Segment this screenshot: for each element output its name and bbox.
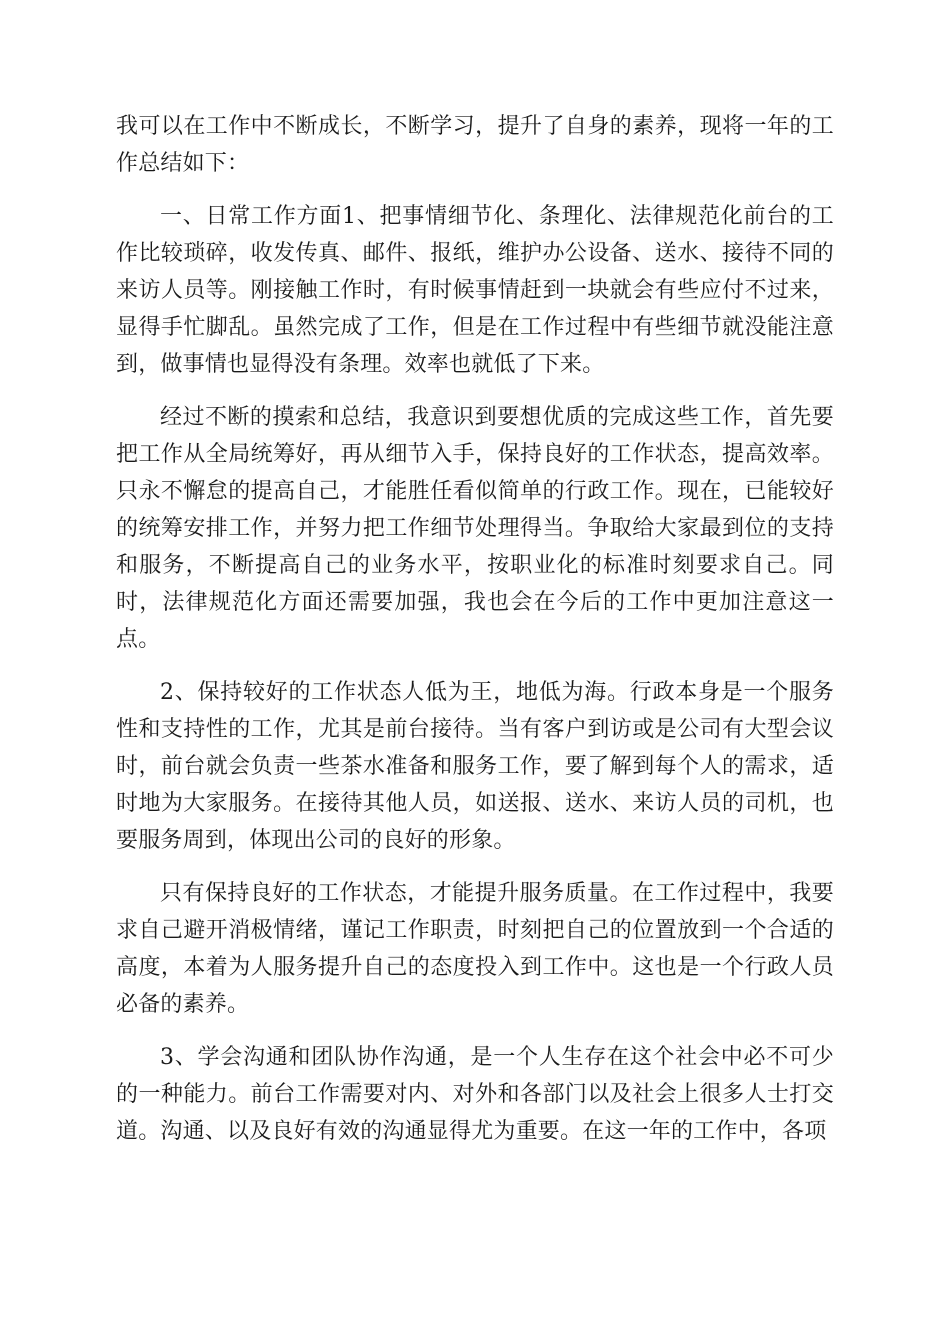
paragraph-work-state: 2、保持较好的工作状态人低为王，地低为海。行政本身是一个服务性和支持性的工作，尤其是前台接待。当有客户到访或是公司有大型会议时，前台就会负责一些茶水准备和服务工作，要了解到每个人的需求，适时地为大家服务。在接待其他人员，如送报、送水、来访人员的司机，也要服务周到，体现出公司的良好的形象。 (116, 680, 834, 853)
paragraph-intro: 我可以在工作中不断成长，不断学习，提升了自身的素养，现将一年的工作总结如下： (116, 114, 834, 176)
paragraph-summary-reflection: 经过不断的摸索和总结，我意识到要想优质的完成这些工作，首先要把工作从全局统筹好，再从细节入手，保持良好的工作状态，提高效率。只永不懈怠的提高自己，才能胜任看似简单的行政工作。现在，已能较好的统筹安排工作，并努力把工作细节处理得当。争取给大家最到位的支持和服务，不断提高自己的业务水平，按职业化的标准时刻要求自己。同时，法律规范化方面还需要加强，我也会在今后的工作中更加注意这一点。 (116, 405, 834, 652)
document-body (116, 108, 834, 1166)
paragraph-communication: 3、学会沟通和团队协作沟通，是一个人生存在这个社会中必不可少的一种能力。前台工作需要对内、对外和各部门以及社会上很多人士打交道。沟通、以及良好有效的沟通显得尤为重要。在这一年的工作中，各项 (116, 1045, 834, 1144)
paragraph-daily-work: 一、日常工作方面1、把事情细节化、条理化、法律规范化前台的工作比较琐碎，收发传真、邮件、报纸，维护办公设备、送水、接待不同的来访人员等。刚接触工作时，有时候事情赶到一块就会有些应付不过来，显得手忙脚乱。虽然完成了工作，但是在工作过程中有些细节就没能注意到，做事情也显得没有条理。效率也就低了下来。 (116, 204, 834, 377)
paragraph-service-quality: 只有保持良好的工作状态，才能提升服务质量。在工作过程中，我要求自己避开消极情绪，谨记工作职责，时刻把自己的位置放到一个合适的高度，本着为人服务提升自己的态度投入到工作中。这也是一个行政人员必备的素养。 (116, 881, 834, 1017)
